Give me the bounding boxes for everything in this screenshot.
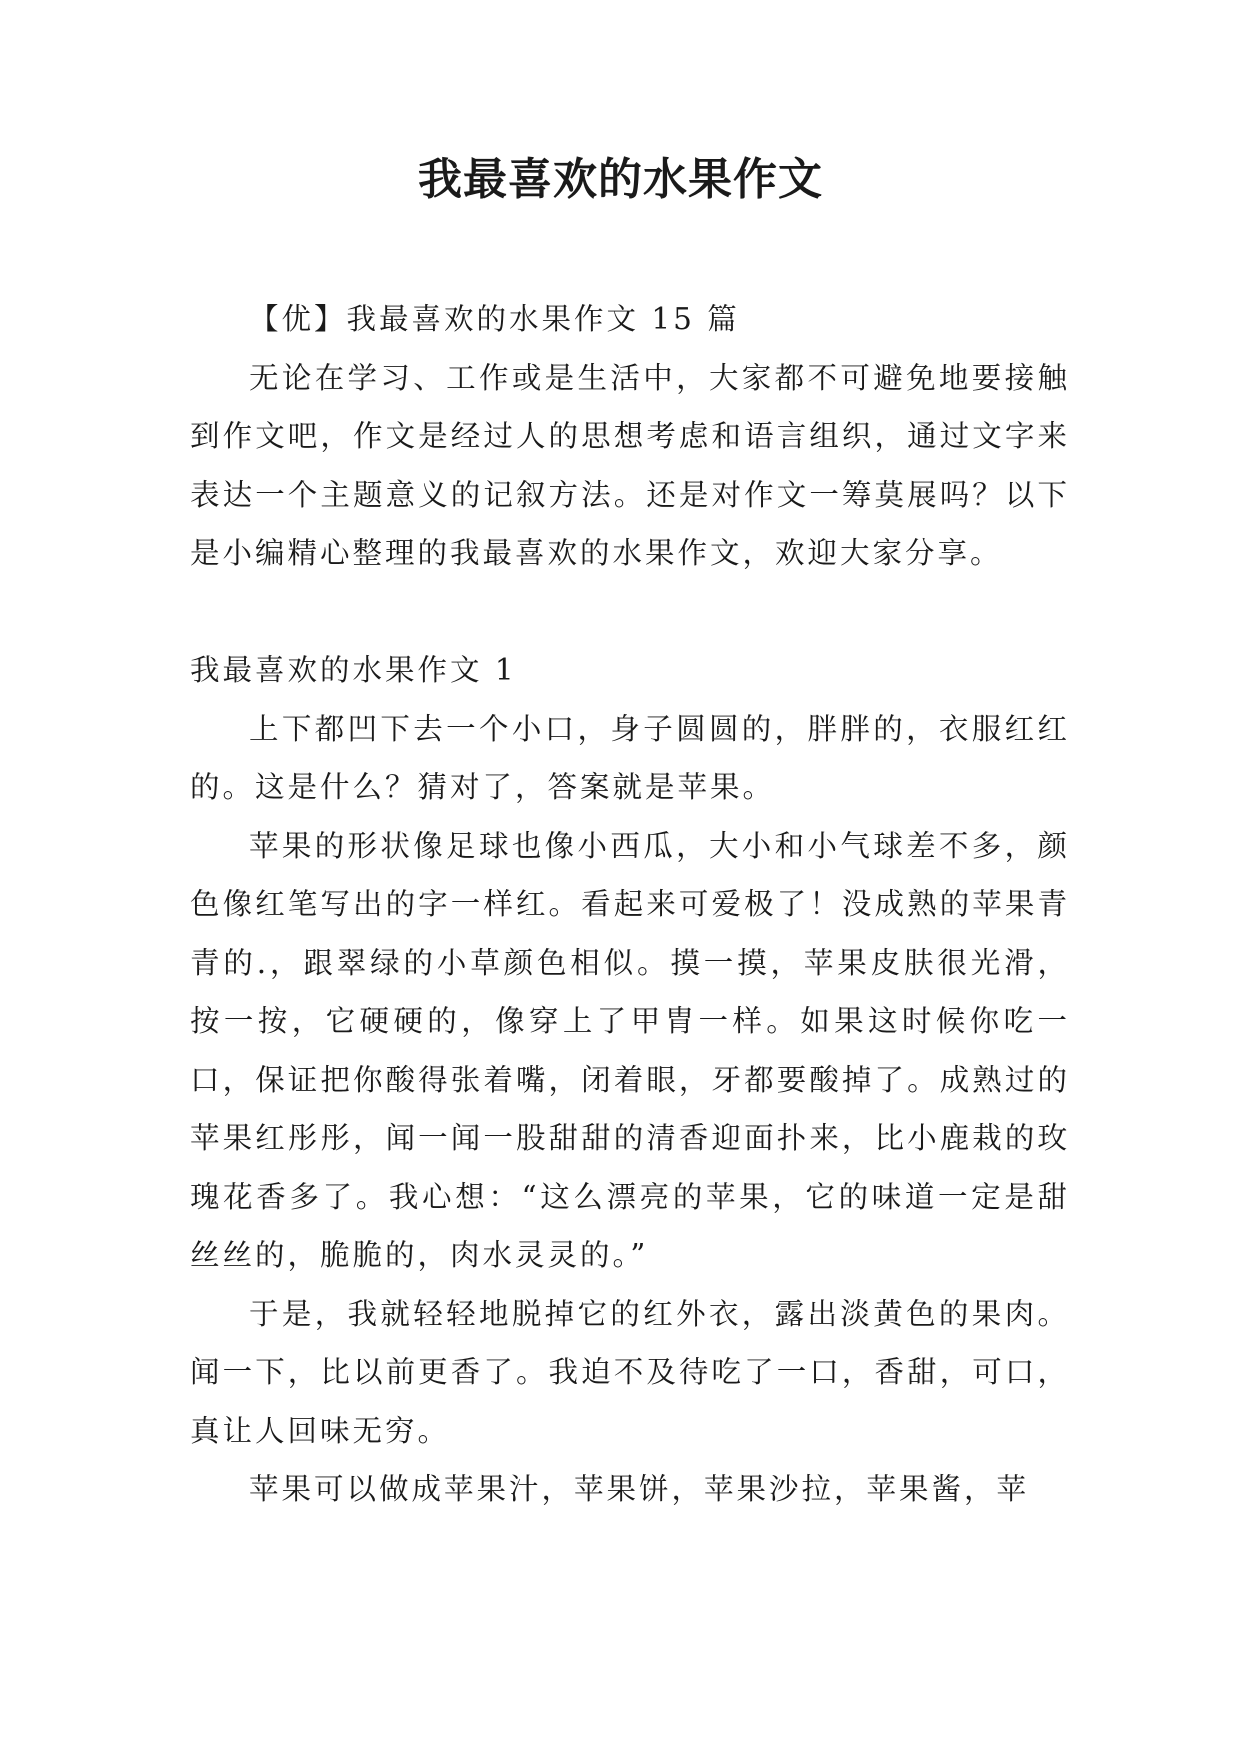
document-subtitle: 【优】我最喜欢的水果作文 15 篇: [249, 302, 740, 336]
document-title: 我最喜欢的水果作文: [418, 154, 823, 205]
intro-paragraph: 无论在学习、工作或是生活中，大家都不可避免地要接触到作文吧，作文是经过人的思想考虑和语言组织，通过文字来表达一个主题意义的记叙方法。还是对作文一筹莫展吗？以下是小编精心整理的我最喜欢的水果作文，欢迎大家分享。: [190, 360, 1070, 570]
body-paragraph-2: 苹果的形状像足球也像小西瓜，大小和小气球差不多，颜色像红笔写出的字一样红。看起来可爱极了！没成熟的苹果青青的.，跟翠绿的小草颜色相似。摸一摸，苹果皮肤很光滑，按一按，它硬硬的，像穿上了甲胄一样。如果这时候你吃一口，保证把你酸得张着嘴，闭着眼，牙都要酸掉了。成熟过的苹果红彤彤，闻一闻一股甜甜的清香迎面扑来，比小鹿栽的玫瑰花香多了。我心想：“这么漂亮的苹果，它的味道一定是甜丝丝的，脆脆的，肉水灵灵的。”: [190, 828, 1070, 1272]
document-body: [190, 290, 1070, 1519]
section-heading: 我最喜欢的水果作文 1: [190, 653, 517, 687]
body-paragraph-1: 上下都凹下去一个小口，身子圆圆的，胖胖的，衣服红红的。这是什么？猜对了，答案就是苹果。: [190, 711, 1070, 804]
section-spacer: [190, 583, 1070, 642]
body-paragraph-4: 苹果可以做成苹果汁，苹果饼，苹果沙拉，苹果酱，苹: [249, 1472, 1030, 1506]
body-paragraph-3: 于是，我就轻轻地脱掉它的红外衣，露出淡黄色的果肉。闻一下，比以前更香了。我迫不及待吃了一口，香甜，可口，真让人回味无穷。: [190, 1296, 1070, 1448]
